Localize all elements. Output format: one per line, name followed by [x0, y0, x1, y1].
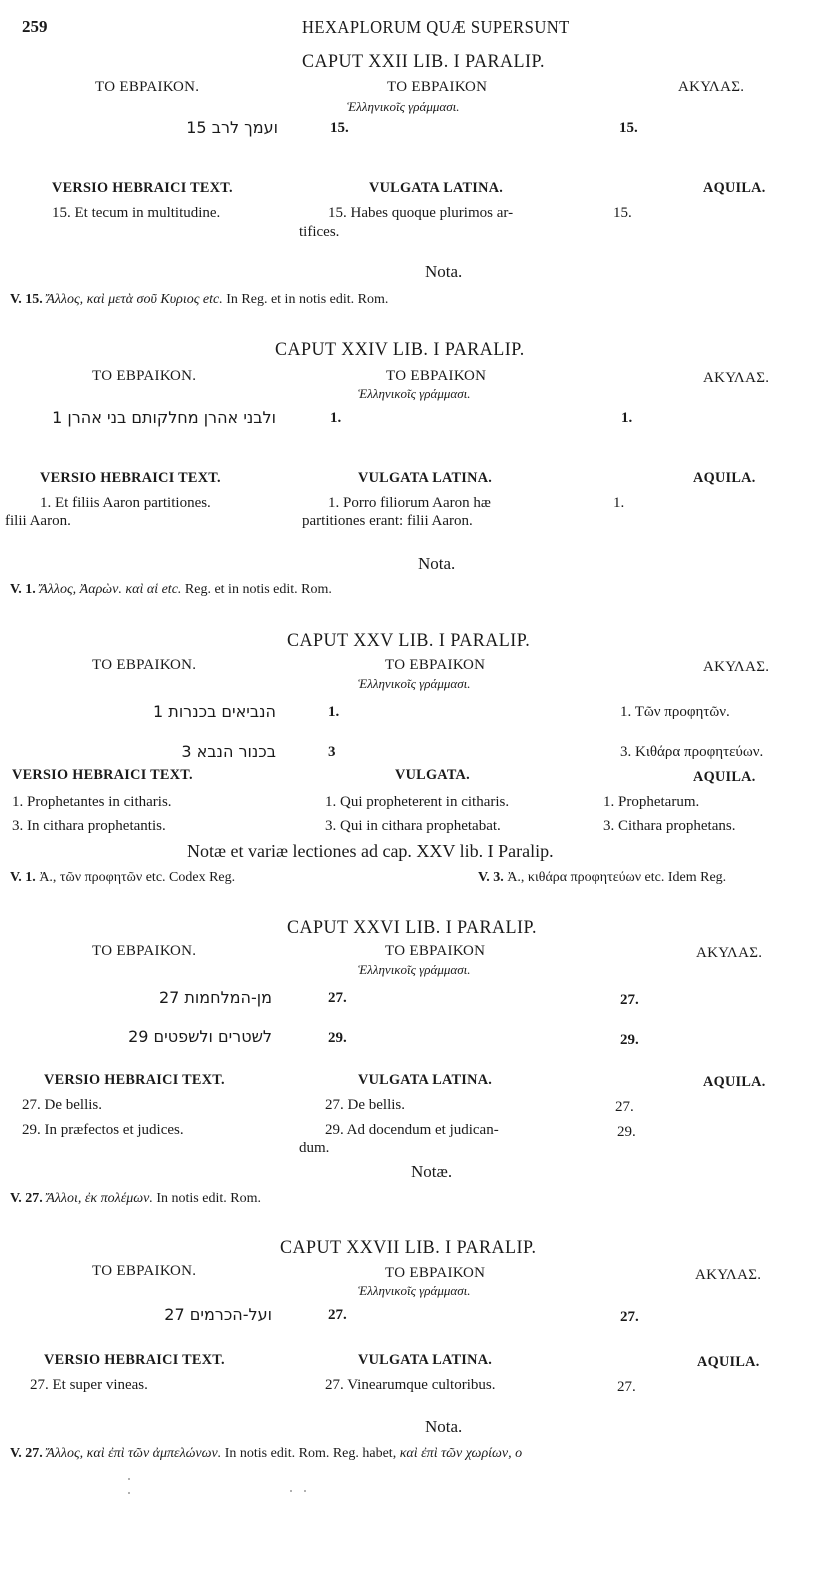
- note-xxiv: [10, 582, 332, 598]
- col-header-vulgata: VULGATA.: [395, 767, 470, 783]
- col-header-greek-letters: Ἑλληνικοῖς γράμμασι.: [358, 962, 471, 977]
- section-title-xxii: CAPUT XXII LIB. I PARALIP.: [302, 51, 546, 72]
- section-title-xxvii: CAPUT XXVII LIB. I PARALIP.: [280, 1237, 537, 1258]
- vulgata-verse-27: 27. De bellis.: [325, 1097, 405, 1113]
- col-header-aquila: AQUILA.: [693, 470, 756, 486]
- aquila-verse-3: 3. Cithara prophetans.: [603, 818, 736, 834]
- col-header-hebraikon-greek: ΤΟ ΕΒΡΑΙΚΟΝ: [387, 79, 488, 95]
- nota-heading: Nota.: [425, 262, 463, 281]
- note-source: In notis edit. Rom. Reg. habet,: [224, 1446, 397, 1461]
- col-header-akylas: ΑΚΥΛΑΣ.: [703, 659, 770, 675]
- vulgata-verse-1: 1. Porro filiorum Aaron hæ: [328, 495, 491, 511]
- col-header-versio: VERSIO HEBRAICI TEXT.: [44, 1352, 225, 1368]
- vulgata-verse-29: 29. Ad docendum et judican-: [325, 1122, 499, 1138]
- page-number: 259: [22, 17, 48, 36]
- col-header-hebraikon: ΤΟ ΕΒΡΑΙΚΟΝ.: [92, 657, 197, 673]
- versio-verse-3: 3. In cithara prophetantis.: [12, 818, 166, 834]
- akylas-verse-15: 15.: [619, 120, 638, 136]
- col-header-aquila: AQUILA.: [693, 769, 756, 785]
- vulgata-verse-1-cont: partitiones erant: filii Aaron.: [302, 513, 473, 529]
- hebrew-verse-29: לשטרים ולשפטים 29: [128, 1027, 272, 1046]
- note-greek-variant: καὶ ἐπὶ τῶν χωρίων, ο: [399, 1446, 523, 1461]
- section-title-xxv: CAPUT XXV LIB. I PARALIP.: [287, 630, 531, 651]
- aquila-verse-1: 1. Prophetarum.: [603, 794, 700, 810]
- note-verse-ref: V. 27.: [10, 1446, 43, 1461]
- nota-heading: Nota.: [425, 1417, 463, 1436]
- col-header-vulgata: VULGATA LATINA.: [358, 1072, 493, 1088]
- col-header-greek-letters: Ἑλληνικοῖς γράμμασι.: [358, 676, 471, 691]
- vulgata-verse-3: 3. Qui in cithara prophetabat.: [325, 818, 501, 834]
- versio-verse-27: 27. Et super vineas.: [30, 1377, 148, 1393]
- col-header-aquila: AQUILA.: [703, 180, 766, 196]
- akylas-verse-1: 1.: [621, 410, 633, 426]
- col-header-greek-letters: Ἑλληνικοῖς γράμμασι.: [358, 386, 471, 401]
- note-xxvi: [10, 1191, 261, 1207]
- col-header-hebraikon: ΤΟ ΕΒΡΑΙΚΟΝ.: [92, 943, 197, 959]
- versio-verse-1-cont: filii Aaron.: [5, 513, 71, 529]
- akylas-verse-1: 1. Τῶν προφητῶν.: [620, 704, 730, 720]
- col-header-aquila: AQUILA.: [697, 1354, 760, 1370]
- versio-verse-1: 1. Prophetantes in citharis.: [12, 794, 172, 810]
- scan-speck: [128, 1492, 130, 1494]
- notes-heading-xxv: Notæ et variæ lectiones ad cap. XXV lib. I Paralip.: [187, 841, 554, 861]
- col-header-hebraikon-greek: ΤΟ ΕΒΡΑΙΚΟΝ: [386, 368, 487, 384]
- greek-verse-27: 27.: [328, 990, 347, 1006]
- col-header-vulgata: VULGATA LATINA.: [358, 1352, 493, 1368]
- nota-heading: Nota.: [418, 554, 456, 573]
- scan-speck: [290, 1490, 292, 1492]
- col-header-versio: VERSIO HEBRAICI TEXT.: [44, 1072, 225, 1088]
- vulgata-verse-1: 1. Qui propheterent in citharis.: [325, 794, 510, 810]
- col-header-versio: VERSIO HEBRAICI TEXT.: [52, 180, 233, 196]
- versio-verse-15: 15. Et tecum in multitudine.: [52, 205, 221, 221]
- col-header-vulgata: VULGATA LATINA.: [358, 470, 493, 486]
- note-xxv-verse-1: [10, 870, 235, 886]
- note-xxvii: [10, 1446, 839, 1462]
- aquila-verse-15: 15.: [613, 205, 632, 221]
- akylas-verse-27: 27.: [620, 1309, 639, 1325]
- greek-verse-27: 27.: [328, 1307, 347, 1323]
- greek-verse-1: 1.: [328, 704, 340, 720]
- aquila-verse-1: 1.: [613, 495, 625, 511]
- note-xxii: [10, 292, 388, 308]
- aquila-verse-27: 27.: [617, 1379, 636, 1395]
- col-header-akylas: ΑΚΥΛΑΣ.: [678, 79, 745, 95]
- note-source: Reg. et in notis edit. Rom.: [184, 582, 332, 597]
- vulgata-verse-27: 27. Vinearumque cultoribus.: [325, 1377, 496, 1393]
- hebrew-verse-1: הנביאים בכנרות 1: [153, 702, 276, 721]
- note-text: Ἀ., τῶν προφητῶν etc. Codex Reg.: [39, 870, 236, 885]
- col-header-aquila: AQUILA.: [703, 1074, 766, 1090]
- note-verse-ref: V. 1.: [10, 582, 36, 597]
- versio-verse-1: 1. Et filiis Aaron partitiones.: [40, 495, 211, 511]
- note-verse-ref: V. 15.: [10, 292, 43, 307]
- col-header-akylas: ΑΚΥΛΑΣ.: [695, 1267, 762, 1283]
- vulgata-verse-29-cont: dum.: [299, 1140, 330, 1156]
- note-xxv-verse-3: [478, 870, 839, 886]
- vulgata-verse-15: 15. Habes quoque plurimos ar-: [328, 205, 514, 221]
- section-title-xxiv: CAPUT XXIV LIB. I PARALIP.: [275, 339, 525, 360]
- scan-speck: [128, 1478, 130, 1480]
- col-header-akylas: ΑΚΥΛΑΣ.: [703, 370, 770, 386]
- scan-speck: [304, 1490, 306, 1492]
- col-header-versio: VERSIO HEBRAICI TEXT.: [40, 470, 221, 486]
- note-source: In notis edit. Rom.: [156, 1191, 261, 1206]
- note-verse-ref: V. 1.: [10, 870, 36, 885]
- col-header-hebraikon-greek: ΤΟ ΕΒΡΑΙΚΟΝ: [385, 943, 486, 959]
- hebrew-verse-27: ועל-הכרמים 27: [164, 1305, 272, 1324]
- versio-verse-27: 27. De bellis.: [22, 1097, 102, 1113]
- col-header-hebraikon: ΤΟ ΕΒΡΑΙΚΟΝ.: [95, 79, 200, 95]
- col-header-greek-letters: Ἑλληνικοῖς γράμμασι.: [347, 99, 460, 114]
- running-head: HEXAPLORUM QUÆ SUPERSUNT: [302, 17, 570, 37]
- hebrew-verse-27: מן-המלחמות 27: [158, 988, 272, 1007]
- col-header-hebraikon: ΤΟ ΕΒΡΑΙΚΟΝ.: [92, 368, 197, 384]
- akylas-verse-27: 27.: [620, 992, 639, 1008]
- hebrew-verse-1: ולבני אהרן מחלקותם בני אהרן 1: [52, 408, 276, 427]
- note-verse-ref: V. 3.: [478, 870, 504, 885]
- note-source: In Reg. et in notis edit. Rom.: [226, 292, 389, 307]
- col-header-vulgata: VULGATA LATINA.: [369, 180, 504, 196]
- hebrew-verse-15: ועמך לרב 15: [186, 118, 278, 137]
- vulgata-verse-15-cont: tifices.: [299, 224, 340, 240]
- aquila-verse-27: 27.: [615, 1099, 634, 1115]
- note-greek: Ἄλλος, καὶ ἐπὶ τῶν ἀμπελώνων.: [46, 1446, 222, 1461]
- col-header-hebraikon-greek: ΤΟ ΕΒΡΑΙΚΟΝ: [385, 657, 486, 673]
- note-greek: Ἄλλος, Ἀαρὼν. καὶ αἱ etc.: [39, 582, 182, 597]
- akylas-verse-29: 29.: [620, 1032, 639, 1048]
- greek-verse-29: 29.: [328, 1030, 347, 1046]
- section-title-xxvi: CAPUT XXVI LIB. I PARALIP.: [287, 917, 538, 938]
- col-header-greek-letters: Ἑλληνικοῖς γράμμασι.: [358, 1283, 471, 1298]
- akylas-verse-3: 3. Κιθάρα προφητεύων.: [620, 744, 764, 760]
- col-header-versio: VERSIO HEBRAICI TEXT.: [12, 767, 193, 783]
- aquila-verse-29: 29.: [617, 1124, 636, 1140]
- greek-verse-3: 3: [328, 744, 336, 760]
- col-header-akylas: ΑΚΥΛΑΣ.: [696, 945, 763, 961]
- note-greek: Ἄλλος, καὶ μετὰ σοῦ Κυριος etc.: [46, 292, 223, 307]
- note-greek: Ἄλλοι, ἐκ πολέμων.: [46, 1191, 153, 1206]
- col-header-hebraikon: ΤΟ ΕΒΡΑΙΚΟΝ.: [92, 1263, 197, 1279]
- nota-heading: Notæ.: [411, 1162, 453, 1181]
- note-verse-ref: V. 27.: [10, 1191, 43, 1206]
- greek-verse-15: 15.: [330, 120, 349, 136]
- versio-verse-29: 29. In præfectos et judices.: [22, 1122, 184, 1138]
- greek-verse-1: 1.: [330, 410, 342, 426]
- hebrew-verse-3: בכנור הנבא 3: [181, 742, 276, 761]
- col-header-hebraikon-greek: ΤΟ ΕΒΡΑΙΚΟΝ: [385, 1265, 486, 1281]
- note-text: Ἀ., κιθάρα προφητεύων etc. Idem Reg.: [507, 870, 727, 885]
